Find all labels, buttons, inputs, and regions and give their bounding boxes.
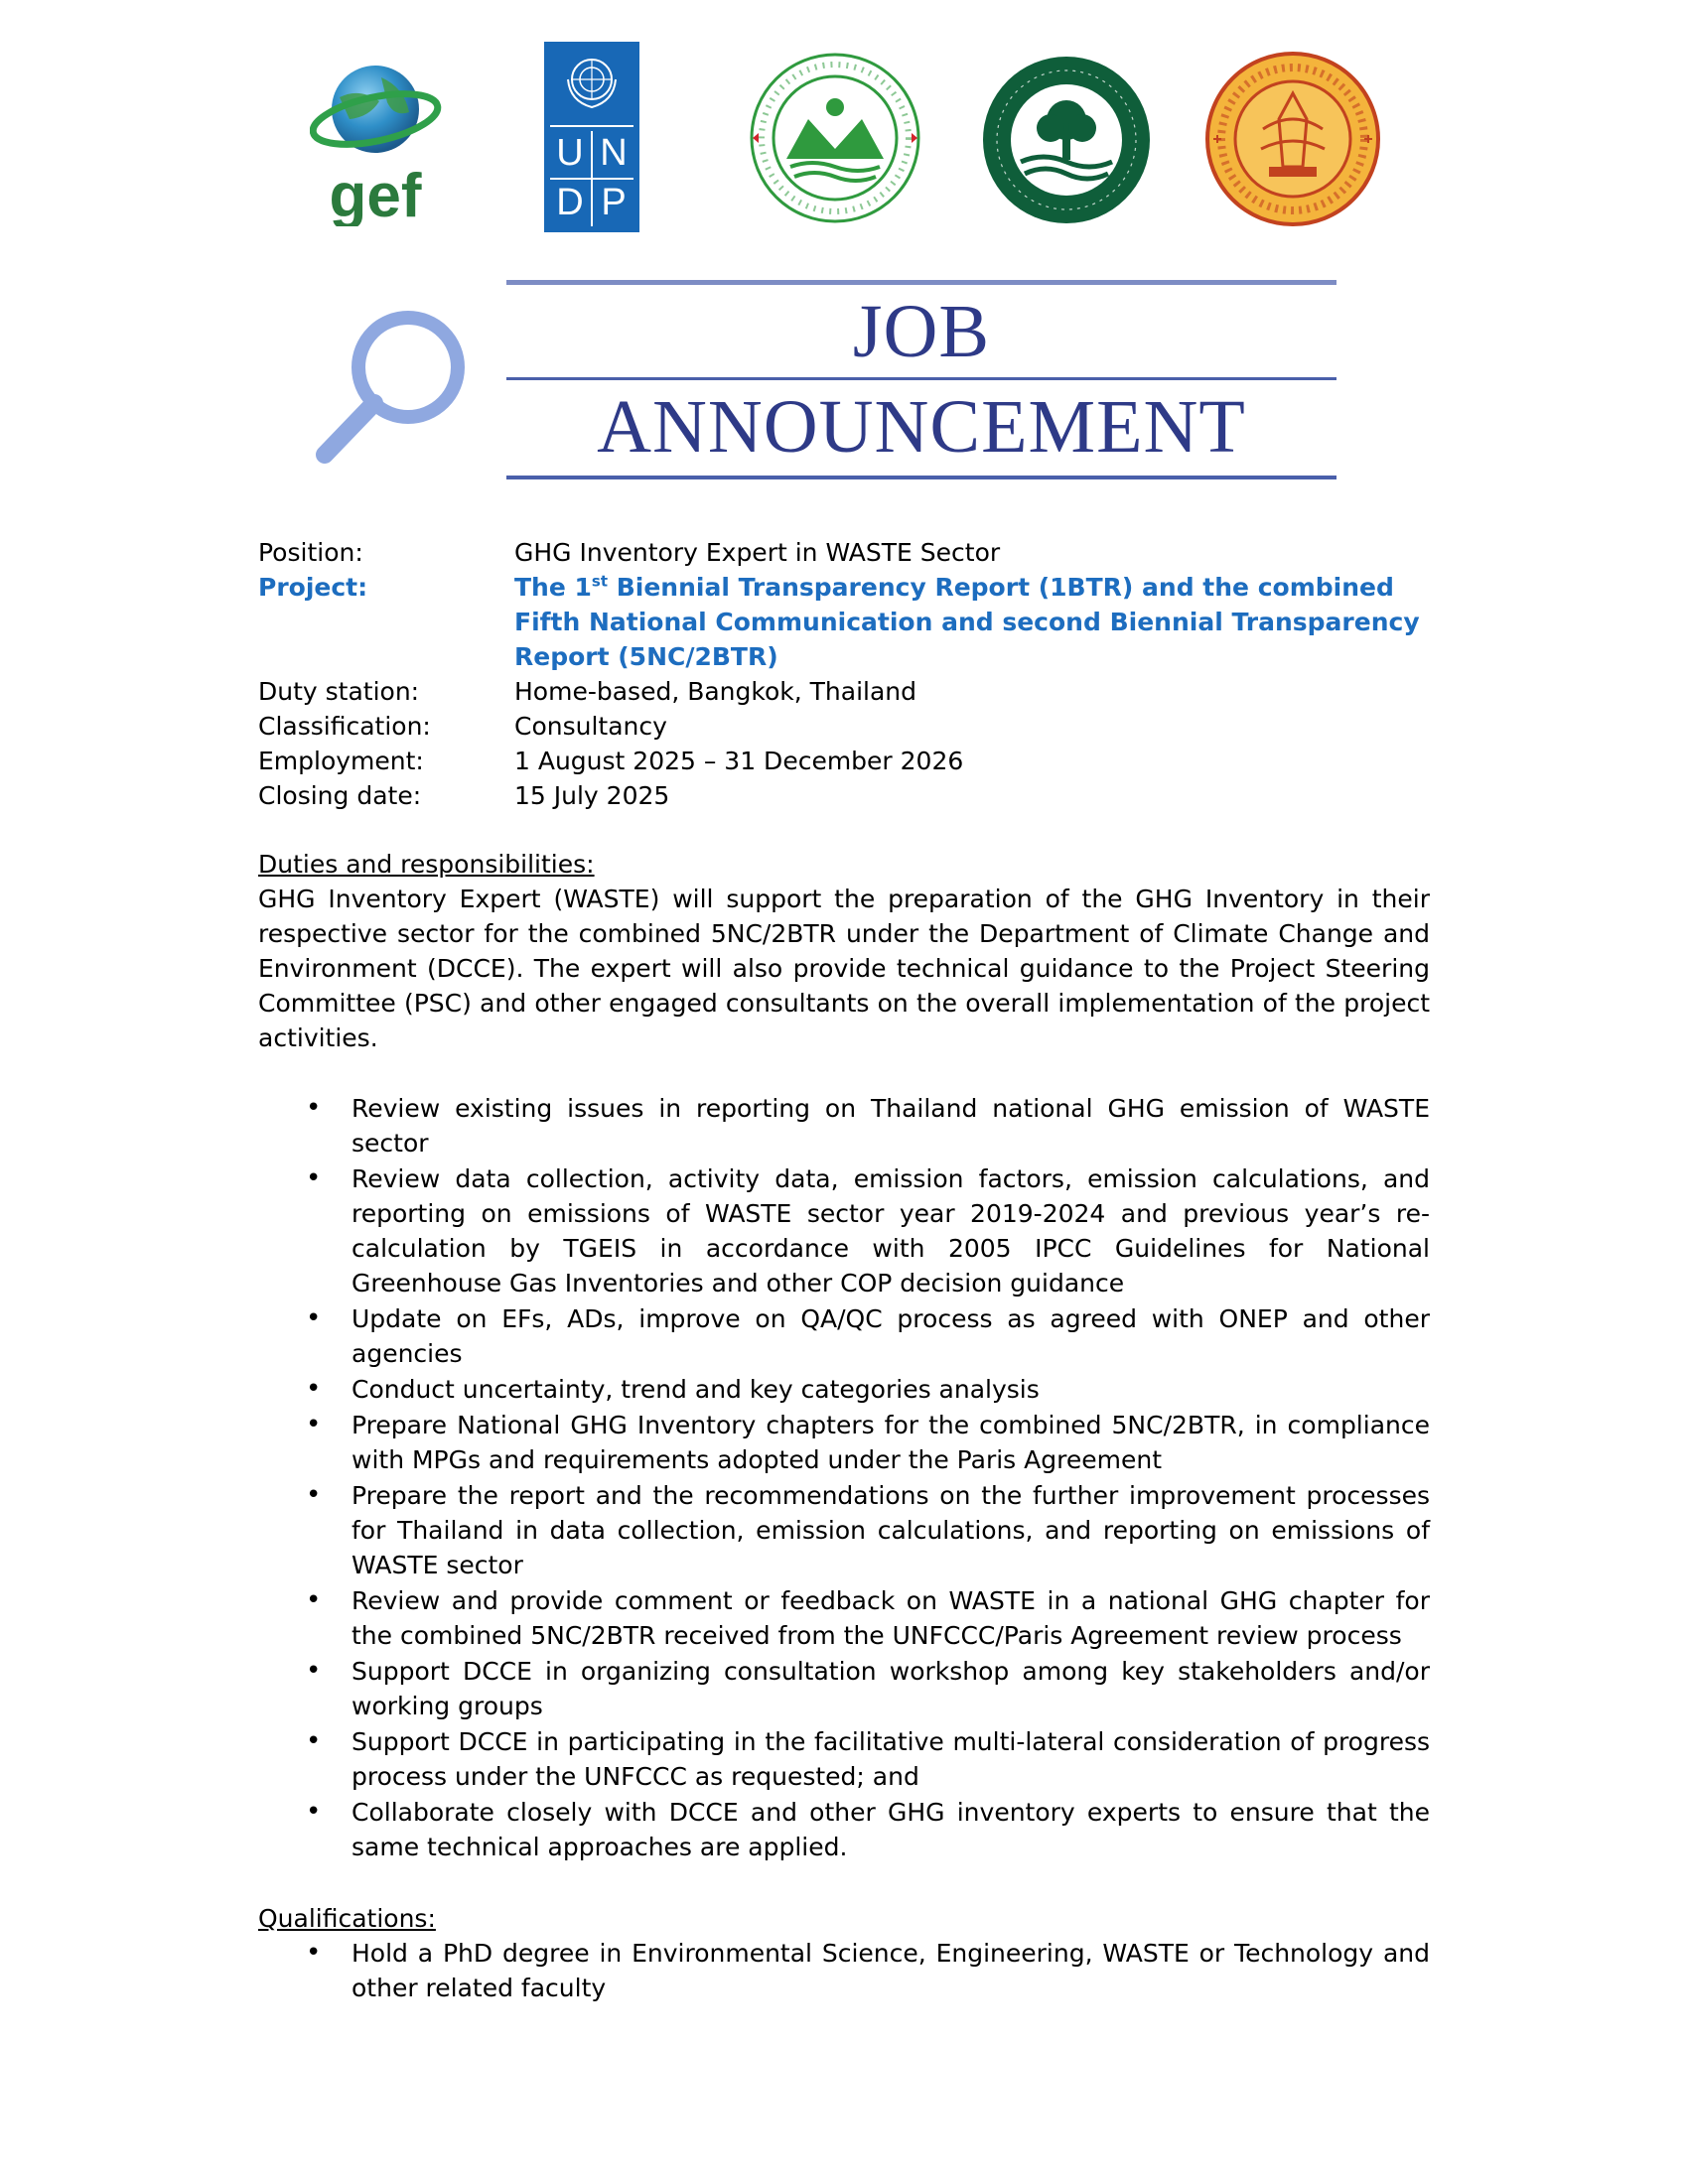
list-item: • Review data collection, activity data, emission factors, emission calculations, and reporting on emissions of WASTE sector year 2019-2024 and previous year’s re-calculation by TGEIS in accordance with 2005 IPCC Guidelines for National Greenhouse Gas Inventories and other COP decision guidance <box>258 1161 1430 1300</box>
info-row-employment <box>258 744 1430 778</box>
project-value-post: Biennial Transparency Report (1BTR) and the combined Fifth National Communication and second Biennial Transparency Report (5NC/2BTR) <box>514 573 1420 671</box>
info-row-position <box>258 535 1430 570</box>
closing-date-value: 15 July 2025 <box>514 781 670 810</box>
announcement-body <box>258 847 1430 2006</box>
undp-letter-n: N <box>600 132 628 174</box>
info-row-closing-date <box>258 778 1430 813</box>
undp-logo <box>544 42 639 232</box>
gef-logo-text: gef <box>329 162 422 226</box>
un-emblem-icon <box>562 50 622 113</box>
list-item: • Prepare National GHG Inventory chapters for the combined 5NC/2BTR, in compliance with MPGs and requirements adopted under the Paris Agreement <box>258 1408 1430 1477</box>
magnifier-icon <box>303 298 482 477</box>
duty-station-value: Home-based, Bangkok, Thailand <box>514 677 917 706</box>
gef-logo <box>310 58 444 226</box>
banner-title-job: JOB <box>852 290 991 373</box>
list-item: • Prepare the report and the recommendations on the further improvement processes for Thailand in data collection, emission calculations, and reporting on emissions of WASTE sector <box>258 1478 1430 1582</box>
qualifications-list <box>258 1936 1430 2005</box>
list-item: • Collaborate closely with DCCE and other GHG inventory experts to ensure that the same technical approaches are applied. <box>258 1795 1430 1864</box>
undp-letter-d: D <box>556 182 584 223</box>
banner-rule-bottom <box>506 476 1336 479</box>
banner-rule-top <box>506 280 1336 285</box>
thammasat-university-seal-logo <box>1203 50 1382 228</box>
undp-letter-u: U <box>556 132 584 174</box>
info-row-project <box>258 570 1430 674</box>
list-item: • Conduct uncertainty, trend and key categories analysis <box>258 1372 1430 1407</box>
list-item: • Review existing issues in reporting on Thailand national GHG emission of WASTE sector <box>258 1091 1430 1160</box>
undp-letter-p: P <box>601 182 627 223</box>
list-item: • Hold a PhD degree in Environmental Science, Engineering, WASTE or Technology and other related faculty <box>258 1936 1430 2005</box>
position-label: Position: <box>258 538 363 567</box>
employment-value: 1 August 2025 – 31 December 2026 <box>514 747 964 775</box>
dcce-seal-logo <box>981 55 1152 225</box>
project-label: Project: <box>258 573 368 602</box>
info-row-classification <box>258 709 1430 744</box>
duty-station-label: Duty station: <box>258 677 420 706</box>
qualifications-heading: Qualifications: <box>258 1904 436 1933</box>
info-row-duty-station <box>258 674 1430 709</box>
employment-label: Employment: <box>258 747 424 775</box>
project-value-sup: st <box>591 572 609 591</box>
list-item: • Review and provide comment or feedback on WASTE in a national GHG chapter for the combined 5NC/2BTR received from the UNFCCC/Paris Agreement review process <box>258 1583 1430 1653</box>
banner-rule-middle <box>506 377 1336 380</box>
classification-label: Classification: <box>258 712 431 741</box>
project-value <box>514 570 1430 674</box>
onep-seal-logo <box>747 50 923 226</box>
project-value-pre: The 1 <box>514 573 592 602</box>
list-item: • Support DCCE in participating in the facilitative multi-lateral consideration of progress process under the UNFCCC as requested; and <box>258 1724 1430 1794</box>
classification-value: Consultancy <box>514 712 667 741</box>
position-value: GHG Inventory Expert in WASTE Sector <box>514 538 1001 567</box>
banner-title-announcement: ANNOUNCEMENT <box>597 385 1246 469</box>
list-item: • Support DCCE in organizing consultation workshop among key stakeholders and/or working groups <box>258 1654 1430 1723</box>
duties-list <box>258 1091 1430 1864</box>
closing-date-label: Closing date: <box>258 781 422 810</box>
job-info-table <box>258 535 1430 813</box>
duties-intro: GHG Inventory Expert (WASTE) will support the preparation of the GHG Inventory in their respective sector for the combined 5NC/2BTR under the Department of Climate Change and Environment (DCCE). The expert will also provide technical guidance to the Project Steering Committee (PSC) and other engaged consultants on the overall implementation of the project activities. <box>258 885 1430 1052</box>
duties-heading: Duties and responsibilities: <box>258 850 595 879</box>
list-item: • Update on EFs, ADs, improve on QA/QC process as agreed with ONEP and other agencies <box>258 1301 1430 1371</box>
